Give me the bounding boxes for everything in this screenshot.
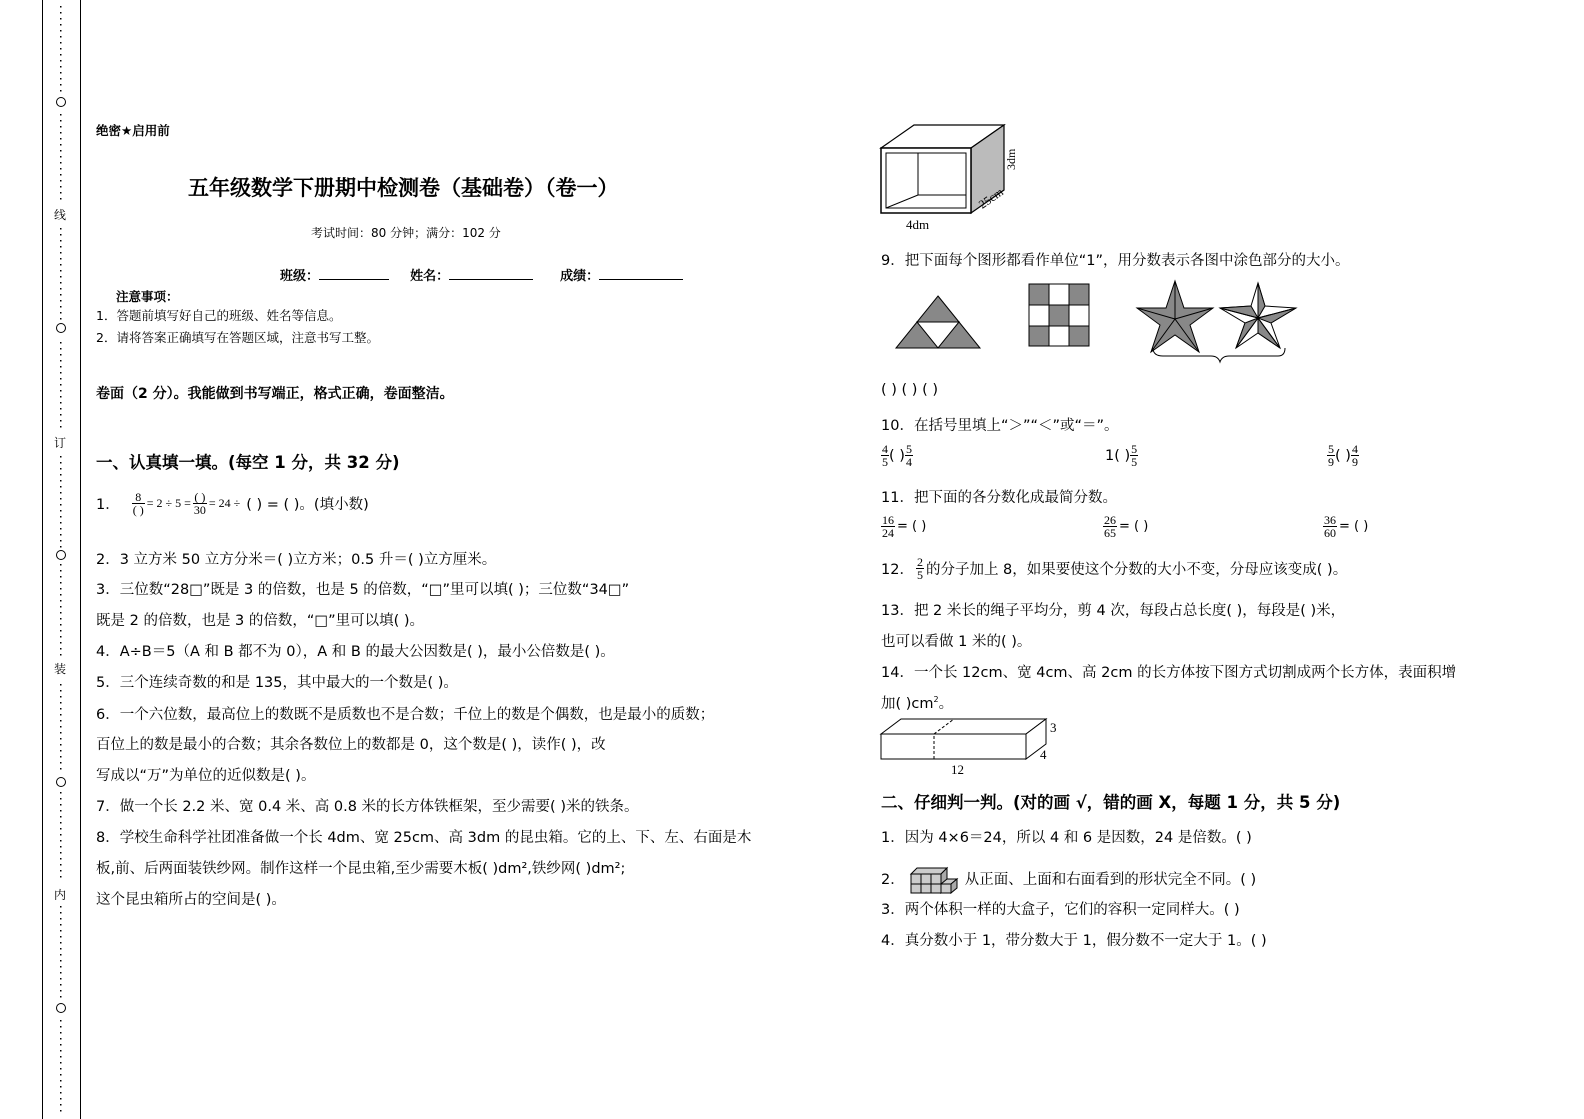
section2-title: 二、仔细判一判。(对的画 √，错的画 X，每题 1 分，共 5 分)	[881, 793, 1341, 812]
question-7: 7．做一个长 2.2 米、宽 0.4 米、高 0.8 米的长方体铁框架，至少需要( )米的铁条。	[96, 799, 639, 815]
q1-prefix: 1．	[96, 497, 120, 513]
score-field[interactable]	[599, 267, 683, 280]
q12-num: 2	[916, 555, 923, 569]
q11-row	[881, 514, 1461, 550]
q9-grid-figure	[1028, 283, 1090, 347]
q9-stars-figure	[1133, 278, 1303, 368]
question-6b: 百位上的数是最小的合数；其余各数位上的数都是 0，这个数是( )，读作( )，改	[96, 737, 606, 753]
student-info-row	[280, 265, 683, 284]
q1-tail: ( ) = ( )。(填小数)	[246, 497, 369, 513]
q10-d-den: 5	[1131, 455, 1138, 469]
question-12	[881, 556, 1347, 581]
cubes-icon	[909, 862, 959, 894]
q1-fraction-2	[193, 491, 207, 516]
question-11: 11．把下面的各分数化成最简分数。	[881, 490, 1117, 506]
q10-paren-3: ( )	[1335, 447, 1351, 464]
margin-char-ding: 订	[54, 436, 67, 450]
neatness-note: 卷面（2 分）。我能做到书写端正，格式正确，卷面整洁。	[96, 386, 454, 402]
section1-title: 一、认真填一填。(每空 1 分，共 32 分)	[96, 453, 400, 472]
question-8b: 板,前、后两面装铁纱网。制作这样一个昆虫箱,至少需要木板( )dm²,铁纱网( )dm²;	[96, 861, 626, 877]
q10-f-num: 4	[1351, 442, 1358, 456]
box-label-height: 3dm	[1004, 148, 1018, 170]
question-6c: 写成以“万”为单位的近似数是( )。	[96, 768, 316, 784]
margin-char-nei: 内	[54, 888, 67, 902]
question-8a: 8．学校生命科学社团准备做一个长 4dm、宽 25cm、高 3dm 的昆虫箱。它的上、下、左、右面是木	[96, 830, 752, 846]
margin-char-xian: 线	[54, 208, 67, 222]
margin-char-zhuang: 装	[54, 662, 67, 676]
judge-2-prefix: 2．	[881, 871, 905, 888]
binding-line-inner	[80, 0, 81, 1119]
q9-answers: ( ) ( ) ( )	[881, 382, 938, 398]
question-10: 10．在括号里填上“＞”“＜”或“＝”。	[881, 418, 1119, 434]
page-title: 五年级数学下册期中检测卷（基础卷）（卷一）	[188, 176, 619, 200]
q11-f1-den: 24	[882, 526, 894, 540]
q11-f3-den: 60	[1324, 526, 1336, 540]
q12-text: 的分子加上 8，如果要使这个分数的大小不变，分母应该变成( )。	[925, 562, 1348, 578]
secret-label: 绝密★启用前	[96, 123, 170, 138]
question-14b	[881, 692, 953, 713]
question-2: 2．3 立方米 50 立方分米＝( )立方米；0.5 升＝( )立方厘米。	[96, 552, 497, 568]
q1-fraction-1	[132, 491, 145, 516]
q12-den: 5	[916, 568, 923, 582]
q1-frac2-den: 30	[193, 503, 206, 517]
q10-f-den: 9	[1351, 455, 1358, 469]
insect-box-figure	[876, 120, 1026, 235]
q10-a-den: 5	[882, 455, 888, 469]
box-label-width: 25cm	[976, 184, 1006, 212]
judge-2-text: 从正面、上面和右面看到的形状完全不同。( )	[964, 871, 1257, 888]
name-label: 姓名：	[410, 269, 450, 284]
question-13b: 也可以看做 1 米的( )。	[881, 634, 1032, 650]
q10-row	[881, 443, 1441, 477]
q10-paren-2: ( )	[1114, 447, 1131, 464]
q1-frac1-num: 8	[135, 490, 142, 504]
score-label: 成绩：	[560, 269, 600, 284]
binding-line-outer	[42, 0, 43, 1119]
notice-item-2: 2．请将答案正确填写在答题区域，注意书写工整。	[96, 330, 379, 345]
q14-label-height: 3	[1050, 720, 1057, 735]
q14-b-pre: 加( )cm	[881, 696, 934, 712]
q10-paren-1: ( )	[889, 447, 905, 464]
q10-c-whole: 1	[1105, 447, 1115, 464]
q1-frac2-num: ( )	[194, 490, 206, 504]
question-5: 5．三个连续奇数的和是 135，其中最大的一个数是( )。	[96, 675, 458, 691]
class-field[interactable]	[319, 267, 389, 280]
question-14a: 14．一个长 12cm、宽 4cm、高 2cm 的长方体按下图方式切割成两个长方体，表面积增	[881, 665, 1457, 681]
q12-prefix: 12．	[881, 562, 914, 578]
question-3b: 既是 2 的倍数，也是 3 的倍数，“□”里可以填( )。	[96, 613, 425, 629]
q11-f2-den: 65	[1104, 526, 1116, 540]
binding-dotted-line	[54, 0, 68, 1119]
question-1	[96, 491, 369, 516]
question-3a: 3．三位数“28□”既是 3 的倍数，也是 5 的倍数，“□”里可以填( )；三位数“34□”	[96, 582, 630, 598]
q10-e-den: 9	[1328, 455, 1334, 469]
q10-a-num: 4	[882, 442, 888, 456]
q1-eq1: = 2 ÷ 5 =	[146, 496, 191, 510]
box-label-length: 4dm	[906, 217, 930, 232]
q11-f1-num: 16	[882, 513, 894, 527]
judge-3: 3．两个体积一样的大盒子，它们的容积一定同样大。( )	[881, 902, 1240, 918]
q14-cuboid-figure	[879, 716, 1049, 764]
question-13a: 13．把 2 米长的绳子平均分，剪 4 次，每段占总长度( )，每段是( )米，	[881, 603, 1346, 619]
notice-title: 注意事项：	[116, 289, 179, 304]
q11-eq-2: = ( )	[1119, 519, 1149, 534]
question-6a: 6．一个六位数，最高位上的数既不是质数也不是合数；千位上的数是个偶数，也是最小的质数；	[96, 707, 715, 723]
question-9: 9．把下面每个图形都看作单位“1”，用分数表示各图中涂色部分的大小。	[881, 253, 1350, 269]
q14-b-post: 。	[938, 696, 954, 712]
q10-d-num: 5	[1131, 442, 1138, 456]
q10-e-num: 5	[1328, 442, 1334, 456]
class-label: 班级：	[280, 269, 320, 284]
judge-1: 1．因为 4×6＝24，所以 4 和 6 是因数，24 是倍数。( )	[881, 830, 1252, 846]
q11-f2-num: 26	[1104, 513, 1116, 527]
q14-label-width: 4	[1040, 747, 1047, 762]
q14-b-sup: 2	[933, 695, 939, 705]
q11-f3-num: 36	[1324, 513, 1336, 527]
name-field[interactable]	[449, 267, 533, 280]
exam-info: 考试时间：80 分钟；满分：102 分	[311, 226, 501, 240]
q1-frac1-den: ( )	[132, 503, 144, 517]
question-4: 4．A÷B＝5（A 和 B 都不为 0），A 和 B 的最大公因数是( )，最小公倍数是( )。	[96, 644, 615, 660]
q10-b-den: 4	[905, 455, 912, 469]
q9-triangle-figure	[893, 292, 983, 352]
q1-eq2: = 24 ÷	[208, 496, 241, 510]
q10-b-num: 5	[905, 442, 912, 456]
notice-item-1: 1．答题前填写好自己的班级、姓名等信息。	[96, 308, 342, 323]
q14-label-length: 12	[951, 762, 964, 777]
q11-eq-1: = ( )	[897, 519, 927, 534]
judge-4: 4．真分数小于 1，带分数大于 1，假分数不一定大于 1。( )	[881, 933, 1267, 949]
q11-eq-3: = ( )	[1339, 519, 1369, 534]
judge-2	[881, 862, 1256, 894]
question-8c: 这个昆虫箱所占的空间是( )。	[96, 892, 286, 908]
